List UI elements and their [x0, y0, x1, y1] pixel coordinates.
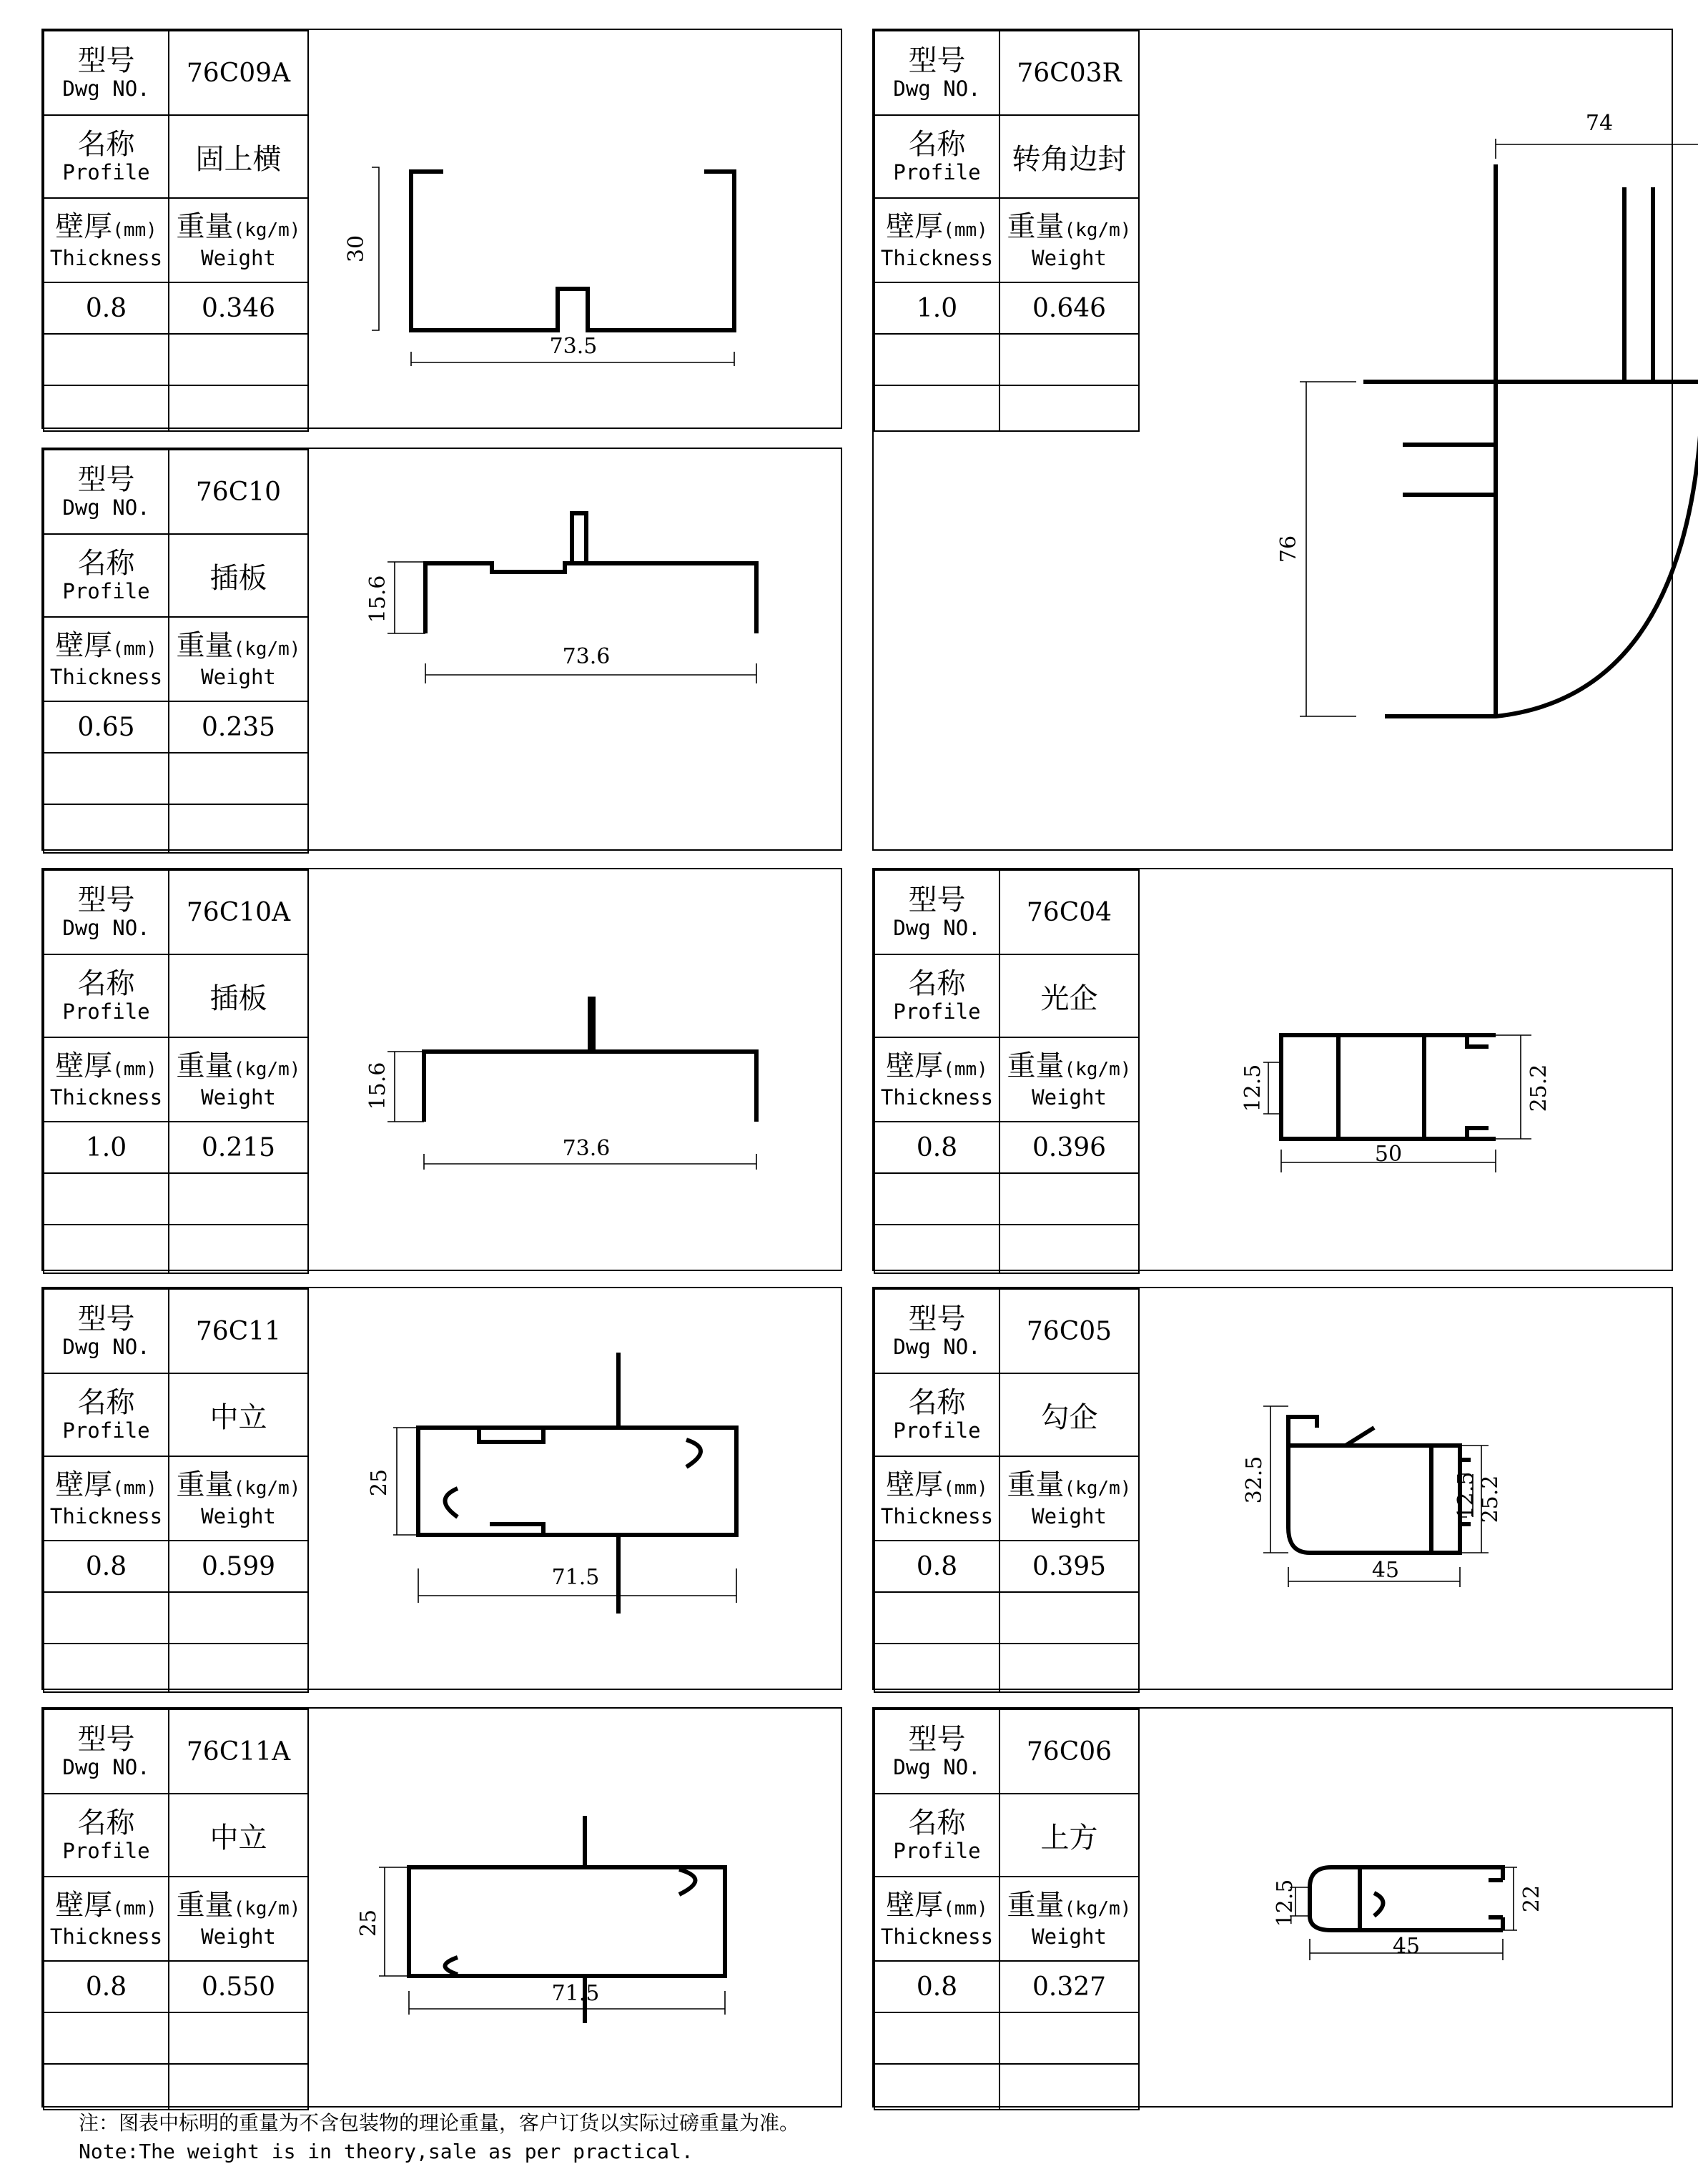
- weight-unit: (kg/m): [233, 638, 301, 660]
- dwg-label-zh: 型号: [77, 463, 135, 496]
- profile-label-zh: 名称: [77, 1807, 135, 1839]
- thickness-label-en: Thickness: [49, 1924, 163, 1949]
- dim-width-label: 45: [1392, 1934, 1421, 1959]
- dim-width-label: 50: [1374, 1142, 1403, 1167]
- profile-name-value: 中立: [209, 1821, 267, 1854]
- thickness-label-zh: 壁厚: [55, 628, 113, 662]
- profile-drawing: [874, 1709, 1672, 2106]
- dim-width-label: 71.5: [551, 1565, 600, 1590]
- profile-panel-76c11: [41, 1287, 842, 1690]
- weight-label-zh: 重量: [176, 1888, 234, 1922]
- thickness-label-zh: 壁厚: [886, 1049, 944, 1082]
- profile-label-zh: 名称: [908, 1386, 966, 1419]
- profile-drawing: [43, 1288, 841, 1689]
- dim-width-label: 73.6: [562, 1136, 611, 1161]
- dwg-label-zh: 型号: [908, 44, 966, 77]
- dwg-label-en: Dwg NO.: [62, 76, 150, 101]
- dwg-label-zh: 型号: [908, 1723, 966, 1756]
- thickness-label-zh: 壁厚: [886, 209, 944, 243]
- thickness-unit: (mm): [112, 1058, 157, 1080]
- dim-width-label: 74: [1585, 111, 1614, 136]
- weight-label-en: Weight: [201, 1503, 276, 1528]
- dim-height-label: 76: [1276, 535, 1301, 563]
- profile-label-zh: 名称: [908, 967, 966, 1000]
- profile-label-en: Profile: [893, 1418, 981, 1443]
- dwg-label-zh: 型号: [77, 884, 135, 916]
- profile-panel-76c09a: [41, 29, 842, 429]
- thickness-unit: (mm): [943, 1058, 988, 1080]
- dwg-no-value: 76C11A: [186, 1736, 291, 1767]
- dwg-label-en: Dwg NO.: [62, 495, 150, 520]
- profile-drawing: [874, 30, 1672, 849]
- dim-height-label: 15.6: [365, 575, 390, 623]
- profile-label-zh: 名称: [77, 1386, 135, 1419]
- weight-label-en: Weight: [201, 1084, 276, 1110]
- dwg-label-en: Dwg NO.: [62, 1335, 150, 1359]
- weight-label-zh: 重量: [176, 209, 234, 243]
- dwg-label-en: Dwg NO.: [893, 916, 981, 940]
- profile-label-zh: 名称: [77, 547, 135, 580]
- profile-label-zh: 名称: [908, 128, 966, 161]
- profile-outline: [411, 172, 734, 330]
- dim-height-label: 15.6: [365, 1062, 390, 1110]
- profile-name-value: 上方: [1040, 1821, 1098, 1854]
- dim-height-mid-label: 25.2: [1478, 1475, 1503, 1523]
- dwg-label-zh: 型号: [908, 1303, 966, 1335]
- profile-drawing: [874, 869, 1672, 1270]
- dim-width-label: 45: [1371, 1558, 1400, 1583]
- dwg-label-zh: 型号: [77, 44, 135, 77]
- dwg-no-value: 76C10A: [186, 897, 291, 927]
- profile-label-zh: 名称: [77, 128, 135, 161]
- dwg-label-en: Dwg NO.: [62, 1755, 150, 1779]
- note-english: Note:The weight is in theory,sale as per practical.: [79, 2140, 693, 2163]
- profile-panel-76c04: [872, 868, 1673, 1271]
- profile-panel-76c03r: [872, 29, 1673, 851]
- profile-drawing: [43, 1709, 841, 2106]
- dwg-no-value: 76C03R: [1017, 58, 1122, 88]
- dwg-label-en: Dwg NO.: [893, 1755, 981, 1779]
- profile-label-en: Profile: [62, 579, 150, 603]
- dwg-label-en: Dwg NO.: [893, 76, 981, 101]
- thickness-label-en: Thickness: [49, 1503, 163, 1528]
- profile-panel-76c05: [872, 1287, 1673, 1690]
- profile-name-value: 中立: [209, 1400, 267, 1434]
- weight-label-zh: 重量: [1007, 1468, 1065, 1501]
- weight-label-en: Weight: [1032, 245, 1107, 270]
- thickness-label-en: Thickness: [880, 1084, 994, 1110]
- thickness-label-en: Thickness: [880, 245, 994, 270]
- dwg-label-en: Dwg NO.: [62, 916, 150, 940]
- weight-label-zh: 重量: [1007, 1049, 1065, 1082]
- thickness-label-zh: 壁厚: [55, 1888, 113, 1922]
- thickness-unit: (mm): [112, 1477, 157, 1499]
- dim-height-label: 25: [356, 1909, 381, 1937]
- thickness-label-en: Thickness: [49, 245, 163, 270]
- weight-label-en: Weight: [201, 245, 276, 270]
- thickness-value: 0.8: [85, 1551, 127, 1581]
- thickness-unit: (mm): [112, 219, 157, 241]
- weight-unit: (kg/m): [1064, 219, 1132, 241]
- profile-drawing: [874, 1288, 1672, 1689]
- weight-label-en: Weight: [1032, 1503, 1107, 1528]
- thickness-label-en: Thickness: [49, 664, 163, 689]
- weight-label-zh: 重量: [1007, 1888, 1065, 1922]
- dimension-lines: [1300, 139, 1698, 716]
- profile-outline: [425, 513, 756, 633]
- profile-label-en: Profile: [62, 999, 150, 1024]
- profile-label-en: Profile: [62, 1839, 150, 1863]
- profile-name-value: 光企: [1040, 982, 1098, 1015]
- weight-value: 0.646: [1032, 293, 1107, 323]
- dwg-no-value: 76C06: [1026, 1736, 1112, 1767]
- weight-unit: (kg/m): [233, 1897, 301, 1919]
- weight-label-en: Weight: [201, 664, 276, 689]
- thickness-value: 0.8: [916, 1972, 958, 2002]
- dwg-no-value: 76C09A: [186, 58, 291, 88]
- thickness-label-zh: 壁厚: [55, 209, 113, 243]
- profile-drawing: [43, 869, 841, 1270]
- profile-drawing: [43, 449, 841, 849]
- thickness-value: 1.0: [85, 1132, 127, 1162]
- footer-notes: [79, 2109, 799, 2166]
- weight-unit: (kg/m): [233, 1477, 301, 1499]
- weight-unit: (kg/m): [1064, 1477, 1132, 1499]
- dwg-no-value: 76C11: [195, 1316, 282, 1346]
- weight-value: 0.599: [201, 1551, 276, 1581]
- weight-value: 0.395: [1032, 1551, 1107, 1581]
- dim-width-label: 71.5: [551, 1981, 600, 2006]
- weight-label-en: Weight: [201, 1924, 276, 1949]
- thickness-value: 0.65: [77, 712, 135, 742]
- weight-label-zh: 重量: [176, 1468, 234, 1501]
- profile-panel-76c11a: [41, 1707, 842, 2108]
- dwg-no-value: 76C05: [1026, 1316, 1112, 1346]
- dwg-no-value: 76C10: [195, 477, 282, 507]
- dim-height-label: 25: [367, 1468, 392, 1497]
- thickness-value: 0.8: [916, 1551, 958, 1581]
- dwg-label-zh: 型号: [77, 1723, 135, 1756]
- weight-unit: (kg/m): [1064, 1897, 1132, 1919]
- dim-width-label: 73.5: [549, 334, 598, 359]
- dim-height-label: 30: [344, 234, 369, 263]
- profile-panel-76c10a: [41, 868, 842, 1271]
- profile-outline: [424, 997, 756, 1122]
- profile-label-en: Profile: [893, 1839, 981, 1863]
- profile-label-en: Profile: [893, 160, 981, 184]
- weight-unit: (kg/m): [233, 1058, 301, 1080]
- weight-label-zh: 重量: [176, 1049, 234, 1082]
- profile-name-value: 固上横: [195, 142, 282, 176]
- dim-height-label: 25.2: [1526, 1064, 1551, 1112]
- weight-value: 0.346: [201, 293, 276, 323]
- profile-label-zh: 名称: [77, 967, 135, 1000]
- weight-label-en: Weight: [1032, 1924, 1107, 1949]
- profile-name-value: 转角边封: [1012, 142, 1127, 176]
- thickness-label-zh: 壁厚: [55, 1468, 113, 1501]
- thickness-label-en: Thickness: [49, 1084, 163, 1110]
- weight-value: 0.235: [201, 712, 276, 742]
- profile-drawing: [43, 30, 841, 428]
- thickness-unit: (mm): [112, 1897, 157, 1919]
- dim-height-small-label: 12.5: [1240, 1064, 1265, 1112]
- weight-label-zh: 重量: [176, 628, 234, 662]
- weight-label-en: Weight: [1032, 1084, 1107, 1110]
- weight-value: 0.550: [201, 1972, 276, 2002]
- thickness-value: 0.8: [85, 293, 127, 323]
- profile-label-en: Profile: [62, 1418, 150, 1443]
- dim-height-small-label: 12.5: [1453, 1471, 1479, 1520]
- profile-name-value: 插板: [209, 561, 267, 595]
- profile-label-en: Profile: [62, 160, 150, 184]
- profile-label-en: Profile: [893, 999, 981, 1024]
- thickness-unit: (mm): [112, 638, 157, 660]
- profile-name-value: 勾企: [1040, 1400, 1098, 1434]
- dim-width-label: 73.6: [562, 644, 611, 669]
- profile-outline: [1288, 1417, 1471, 1553]
- dim-height-label: 22: [1519, 1884, 1544, 1913]
- dim-height-small-label: 12.5: [1273, 1879, 1298, 1927]
- thickness-label-en: Thickness: [880, 1503, 994, 1528]
- weight-value: 0.215: [201, 1132, 276, 1162]
- profile-panel-76c06: [872, 1707, 1673, 2108]
- profile-outline: [1363, 159, 1698, 716]
- thickness-unit: (mm): [943, 219, 988, 241]
- weight-unit: (kg/m): [1064, 1058, 1132, 1080]
- thickness-unit: (mm): [943, 1477, 988, 1499]
- thickness-label-zh: 壁厚: [55, 1049, 113, 1082]
- profile-outline: [1310, 1867, 1503, 1930]
- profile-label-zh: 名称: [908, 1807, 966, 1839]
- thickness-label-en: Thickness: [880, 1924, 994, 1949]
- weight-value: 0.396: [1032, 1132, 1107, 1162]
- note-chinese: 注：图表中标明的重量为不含包装物的理论重量，客户订货以实际过磅重量为准。: [79, 2111, 800, 2135]
- dwg-no-value: 76C04: [1026, 897, 1112, 927]
- dim-height-label: 32.5: [1242, 1456, 1267, 1504]
- thickness-label-zh: 壁厚: [886, 1468, 944, 1501]
- profile-outline: [1281, 1035, 1496, 1139]
- profile-name-value: 插板: [209, 982, 267, 1015]
- weight-value: 0.327: [1032, 1972, 1107, 2002]
- thickness-value: 0.8: [85, 1972, 127, 2002]
- thickness-unit: (mm): [943, 1897, 988, 1919]
- dwg-label-en: Dwg NO.: [893, 1335, 981, 1359]
- thickness-value: 1.0: [916, 293, 958, 323]
- weight-label-zh: 重量: [1007, 209, 1065, 243]
- dwg-label-zh: 型号: [908, 884, 966, 916]
- dwg-label-zh: 型号: [77, 1303, 135, 1335]
- thickness-label-zh: 壁厚: [886, 1888, 944, 1922]
- thickness-value: 0.8: [916, 1132, 958, 1162]
- weight-unit: (kg/m): [233, 219, 301, 241]
- profile-panel-76c10: [41, 448, 842, 851]
